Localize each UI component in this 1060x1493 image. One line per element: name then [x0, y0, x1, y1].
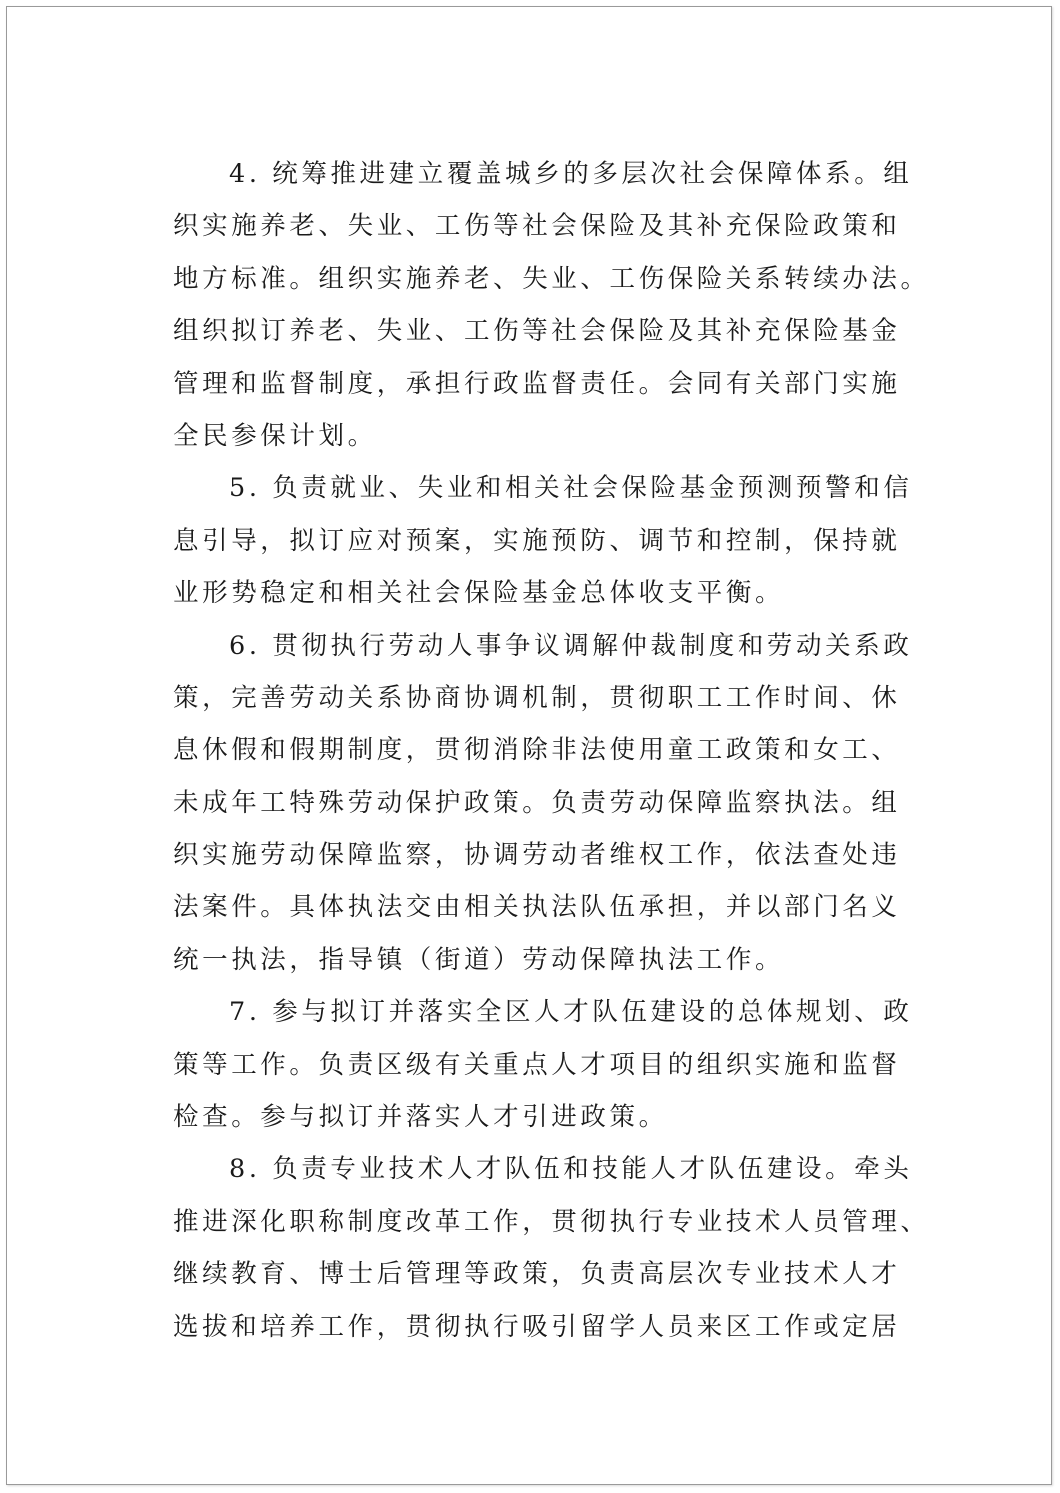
text-line: 8. 负责专业技术人才队伍和技能人才队伍建设。牵头 [229, 1154, 913, 1185]
text-line: 织实施养老、失业、工伤等社会保险及其补充保险政策和 [173, 211, 901, 242]
text-line: 组织拟订养老、失业、工伤等社会保险及其补充保险基金 [173, 316, 901, 347]
text-line: 策等工作。负责区级有关重点人才项目的组织实施和监督 [173, 1049, 901, 1080]
paragraph-5 [173, 462, 933, 619]
paragraph-7 [173, 986, 933, 1143]
paragraph-8 [173, 1143, 933, 1353]
text-line: 策，完善劳动关系协商协调机制，贯彻职工工作时间、休 [173, 682, 901, 713]
text-line: 统一执法，指导镇（街道）劳动保障执法工作。 [173, 944, 785, 975]
paragraph-4 [173, 148, 933, 462]
text-line: 未成年工特殊劳动保护政策。负责劳动保障监察执法。组 [173, 787, 901, 818]
text-line: 选拔和培养工作，贯彻执行吸引留学人员来区工作或定居 [173, 1311, 901, 1342]
text-line: 检查。参与拟订并落实人才引进政策。 [173, 1102, 668, 1133]
page-sheet [6, 6, 1052, 1485]
document-body [173, 148, 933, 1353]
text-line: 全民参保计划。 [173, 420, 377, 451]
text-line: 5. 负责就业、失业和相关社会保险基金预测预警和信 [229, 473, 913, 504]
text-line: 4. 统筹推进建立覆盖城乡的多层次社会保障体系。组 [229, 159, 913, 189]
text-line: 息休假和假期制度，贯彻消除非法使用童工政策和女工、 [173, 735, 901, 766]
text-line: 息引导，拟订应对预案，实施预防、调节和控制，保持就 [173, 525, 901, 556]
text-line: 法案件。具体执法交由相关执法队伍承担，并以部门名义 [173, 892, 901, 923]
text-line: 继续教育、博士后管理等政策，负责高层次专业技术人才 [173, 1259, 901, 1290]
text-line: 6. 贯彻执行劳动人事争议调解仲裁制度和劳动关系政 [229, 630, 913, 661]
text-line: 业形势稳定和相关社会保险基金总体收支平衡。 [173, 578, 785, 609]
text-line: 7. 参与拟订并落实全区人才队伍建设的总体规划、政 [229, 997, 913, 1028]
text-line: 织实施劳动保障监察，协调劳动者维权工作，依法查处违 [173, 840, 901, 871]
text-line: 推进深化职称制度改革工作，贯彻执行专业技术人员管理、 [173, 1206, 930, 1237]
text-line: 管理和监督制度，承担行政监督责任。会同有关部门实施 [173, 368, 901, 399]
paragraph-6 [173, 620, 933, 987]
text-line: 地方标准。组织实施养老、失业、工伤保险关系转续办法。 [173, 263, 930, 294]
